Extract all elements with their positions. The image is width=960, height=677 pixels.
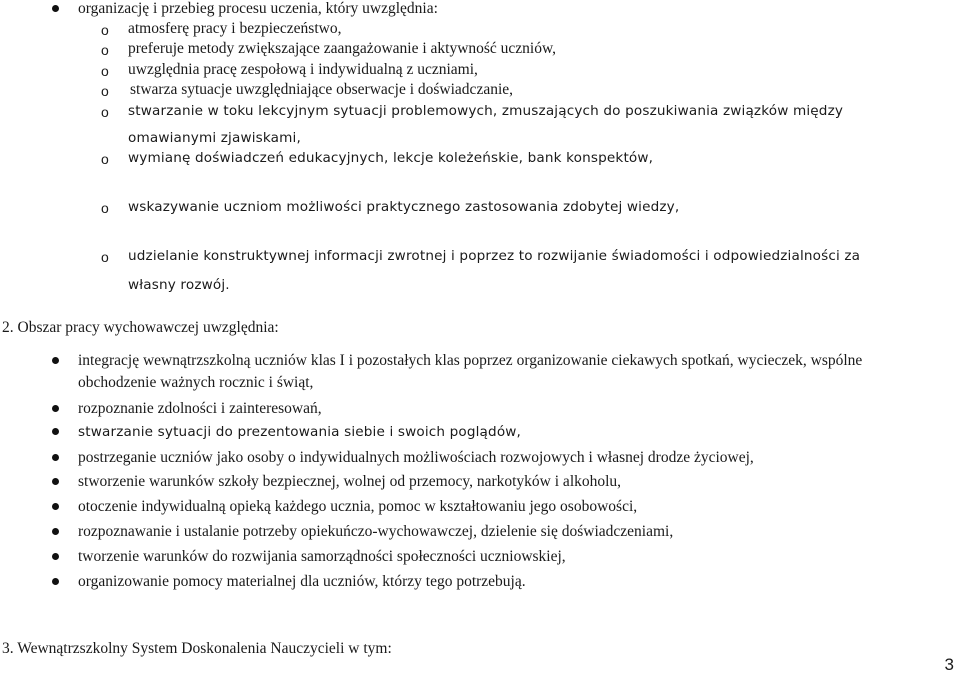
sub-bullet-icon: o <box>101 42 109 58</box>
sub-bullet-icon: o <box>101 63 109 79</box>
sub-list-item: atmosferę pracy i bezpieczeństwo, <box>128 20 342 37</box>
list-item: integrację wewnątrzszkolną uczniów klas I i pozostałych klas poprzez organizowanie ciekawych spotkań, wycieczek, wspólne <box>78 352 863 369</box>
bullet-icon <box>52 528 59 535</box>
list-item: organizację i przebieg procesu uczenia, który uwzględnia: <box>78 0 438 17</box>
sub-list-item-continuation: własny rozwój. <box>128 277 230 293</box>
list-item-continuation: obchodzenie ważnych rocznic i świąt, <box>78 374 314 391</box>
sub-list-item-continuation: omawianymi zjawiskami, <box>128 130 301 146</box>
sub-bullet-icon: o <box>101 83 109 99</box>
list-item: postrzeganie uczniów jako osoby o indywidualnych możliwościach rozwojowych i własnej drodze życiowej, <box>78 449 754 466</box>
section-heading: 2. Obszar pracy wychowawczej uwzględnia: <box>2 319 279 336</box>
sub-list-item: stwarza sytuacje uwzględniające obserwacje i doświadczanie, <box>130 81 514 98</box>
sub-list-item: udzielanie konstruktywnej informacji zwrotnej i poprzez to rozwijanie świadomości i odpowiedzialności za <box>128 248 861 264</box>
sub-list-item: uwzględnia pracę zespołową i indywidualną z uczniami, <box>128 61 478 78</box>
bullet-icon <box>52 553 59 560</box>
bullet-icon <box>52 357 59 364</box>
bullet-icon <box>52 478 59 485</box>
sub-bullet-icon: o <box>101 22 109 38</box>
sub-list-item: preferuje metody zwiększające zaangażowanie i aktywność uczniów, <box>128 40 557 57</box>
bullet-icon <box>52 428 59 435</box>
sub-bullet-icon: o <box>101 249 109 265</box>
bullet-icon <box>52 578 59 585</box>
sub-bullet-icon: o <box>101 104 109 120</box>
list-item: stwarzanie sytuacji do prezentowania siebie i swoich poglądów, <box>78 424 522 440</box>
bullet-icon <box>52 405 59 412</box>
page-number: 3 <box>944 655 954 674</box>
sub-bullet-icon: o <box>101 151 109 167</box>
sub-bullet-icon: o <box>101 200 109 216</box>
list-item: rozpoznawanie i ustalanie potrzeby opiekuńczo-wychowawczej, dzielenie się doświadczeniami, <box>78 523 674 540</box>
bullet-icon <box>52 5 59 12</box>
list-item: otoczenie indywidualną opieką każdego ucznia, pomoc w kształtowaniu jego osobowości, <box>78 498 638 515</box>
sub-list-item: wskazywanie uczniom możliwości praktycznego zastosowania zdobytej wiedzy, <box>128 199 680 215</box>
sub-list-item: wymianę doświadczeń edukacyjnych, lekcje koleżeńskie, bank konspektów, <box>128 150 654 166</box>
list-item: rozpoznanie zdolności i zainteresowań, <box>78 400 322 417</box>
bullet-icon <box>52 454 59 461</box>
section-heading: 3. Wewnątrzszkolny System Doskonalenia Nauczycieli w tym: <box>2 640 392 657</box>
list-item: stworzenie warunków szkoły bezpiecznej, wolnej od przemocy, narkotyków i alkoholu, <box>78 473 622 490</box>
list-item: tworzenie warunków do rozwijania samorządności społeczności uczniowskiej, <box>78 548 566 565</box>
bullet-icon <box>52 503 59 510</box>
list-item: organizowanie pomocy materialnej dla uczniów, którzy tego potrzebują. <box>78 573 526 590</box>
sub-list-item: stwarzanie w toku lekcyjnym sytuacji problemowych, zmuszających do poszukiwania związków między <box>128 103 844 119</box>
